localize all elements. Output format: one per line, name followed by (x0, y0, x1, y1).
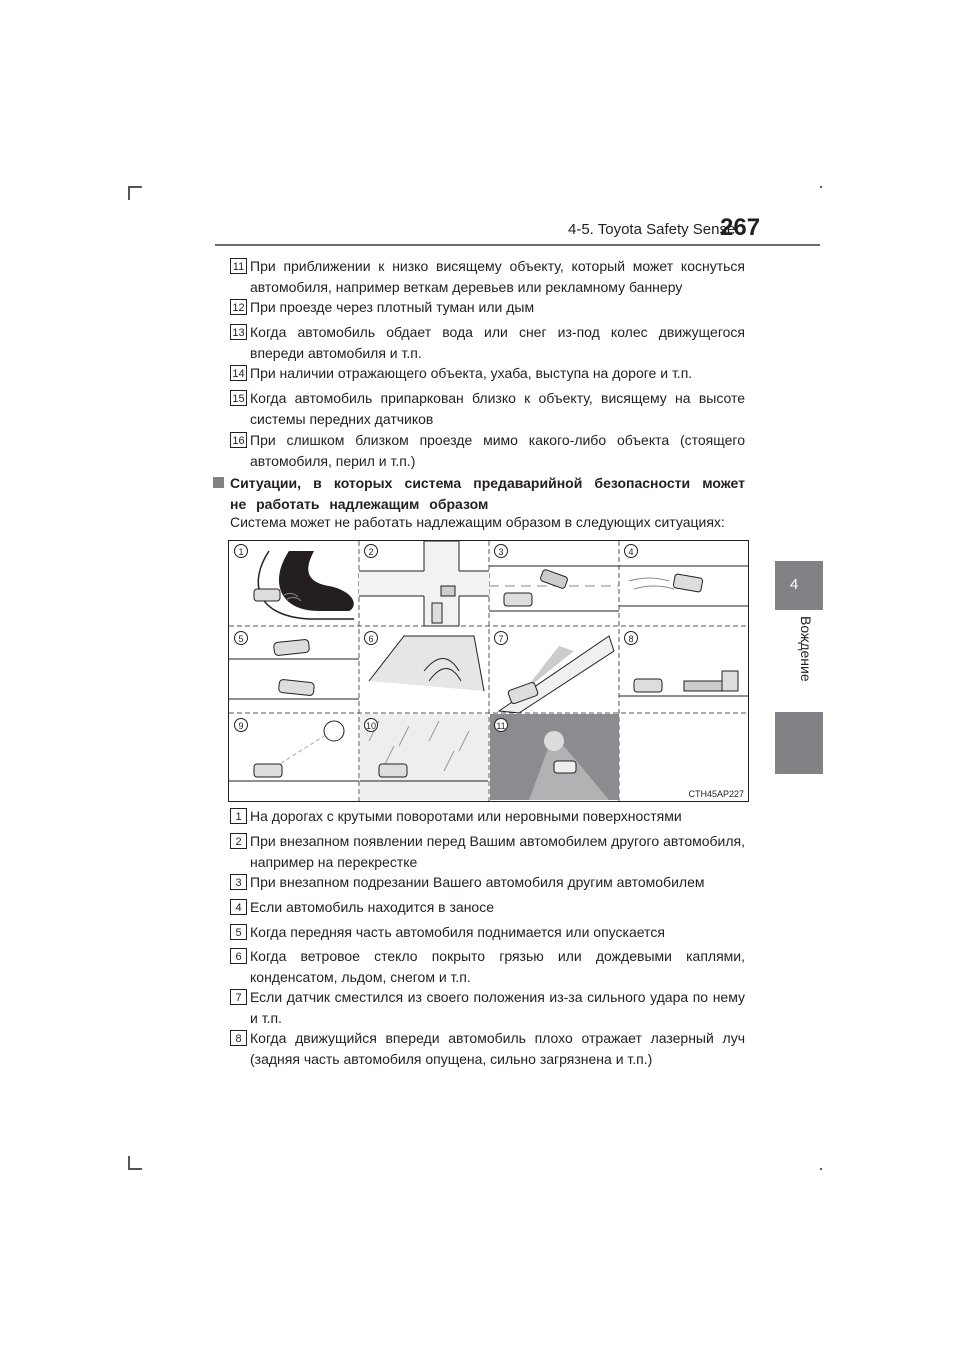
scene-sun-glare (229, 721, 359, 781)
item-text: При внезапном подрезании Вашего автомобиля другим автомобилем (250, 874, 705, 890)
cell-label: 8 (624, 631, 638, 645)
item-number-badge: 11 (230, 258, 247, 274)
item-text: Когда ветровое стекло покрыто грязью или дождевыми каплями, конденсатом, льдом, снегом и т.п. (250, 948, 745, 985)
scene-cut-in (489, 566, 619, 611)
list-item (230, 430, 745, 472)
cell-label: 6 (364, 631, 378, 645)
scene-low-reflective-vehicle (619, 671, 748, 696)
scene-curved-road (254, 551, 354, 619)
item-text: Когда автомобиль обдает вода или снег из-под колес движущегося впереди автомобиля и т.п. (250, 324, 745, 361)
list-item (230, 388, 745, 430)
item-text: При приближении к низко висящему объекту, который может коснуться автомобиля, например веткам деревьев или рекламному баннеру (250, 258, 745, 295)
crop-mark-top-left-v (128, 186, 130, 200)
item-text: Когда автомобиль припаркован близко к объекту, висящему на высоте системы передних датчиков (250, 390, 745, 427)
list-item (230, 987, 745, 1029)
cell-label: 11 (494, 718, 508, 732)
item-number-badge: 14 (230, 365, 247, 381)
item-number-badge: 16 (230, 432, 247, 448)
cell-label: 10 (364, 718, 378, 732)
item-number-badge: 2 (230, 833, 247, 849)
chapter-tab (775, 561, 823, 610)
cell-label: 5 (234, 631, 248, 645)
list-item (230, 1028, 745, 1070)
item-number-badge: 13 (230, 324, 247, 340)
item-number-badge: 3 (230, 874, 247, 890)
item-number-badge: 6 (230, 948, 247, 964)
cell-label: 1 (234, 544, 248, 558)
chapter-number: 4 (790, 576, 799, 593)
item-number-badge: 8 (230, 1030, 247, 1046)
item-text: Если датчик сместился из своего положения из-за сильного удара по нему и т.п. (250, 989, 745, 1026)
scene-heavy-rain (360, 714, 488, 800)
item-text: Когда передняя часть автомобиля поднимается или опускается (250, 924, 665, 940)
crop-mark-top-left-h (128, 186, 142, 188)
item-number-badge: 12 (230, 299, 247, 315)
item-text: Когда движущийся впереди автомобиль плохо отражает лазерный луч (задняя часть автомобиля опущена, сильно загрязнена и т.п.) (250, 1030, 745, 1067)
cell-label: 4 (624, 544, 638, 558)
list-item (230, 322, 745, 364)
cell-label: 9 (234, 718, 248, 732)
list-item (230, 806, 745, 827)
list-item (230, 256, 745, 298)
chapter-title: Вождение (798, 616, 814, 682)
scene-intersection (359, 541, 489, 626)
figure-grid (229, 541, 748, 801)
item-text: При проезде через плотный туман или дым (250, 299, 535, 315)
situations-illustration (228, 540, 749, 802)
crop-mark-bottom-right (820, 1168, 822, 1170)
item-text: При слишком близком проезде мимо какого-либо объекта (стоящего автомобиля, перил и т.п.) (250, 432, 745, 469)
cell-label: 2 (364, 544, 378, 558)
figure-code: CTH45AP227 (688, 789, 744, 799)
section-heading (213, 473, 745, 515)
list-item (230, 831, 745, 873)
list-item (230, 946, 745, 988)
item-number-badge: 15 (230, 390, 247, 406)
list-item (230, 297, 745, 318)
cell-label: 3 (494, 544, 508, 558)
list-item (230, 897, 745, 918)
crop-mark-bottom-left-h (128, 1168, 142, 1170)
list-item (230, 363, 745, 384)
item-number-badge: 4 (230, 899, 247, 915)
item-text: На дорогах с крутыми поворотами или неровными поверхностями (250, 808, 682, 824)
list-item (230, 922, 745, 943)
scene-vehicle-pitch (229, 639, 359, 699)
section-title: 4-5. Toyota Safety Sense (568, 221, 736, 238)
item-text: При внезапном появлении перед Вашим автомобилем другого автомобиля, например на перекрестке (250, 833, 745, 870)
header-rule (215, 244, 820, 246)
section-intro: Система может не работать надлежащим образом в следующих ситуациях: (230, 514, 725, 530)
section-heading-text: Ситуации, в которых система предаварийной безопасности может не работать надлежащим образом (230, 475, 745, 512)
scene-tunnel (490, 714, 619, 800)
crop-mark-top-right (820, 186, 822, 188)
square-bullet-icon (213, 477, 224, 488)
chapter-title-tab (775, 612, 823, 712)
item-number-badge: 7 (230, 989, 247, 1005)
item-text: При наличии отражающего объекта, ухаба, выступа на дороге и т.п. (250, 365, 693, 381)
cell-label: 7 (494, 631, 508, 645)
scene-dirty-windshield (369, 636, 484, 691)
item-text: Если автомобиль находится в заносе (250, 899, 495, 915)
list-item (230, 872, 745, 893)
scene-sensor-misaligned (499, 636, 614, 713)
chapter-tab-bar (775, 712, 823, 774)
page-number: 267 (720, 214, 761, 241)
scene-skid (619, 566, 748, 606)
item-number-badge: 5 (230, 924, 247, 940)
item-number-badge: 1 (230, 808, 247, 824)
